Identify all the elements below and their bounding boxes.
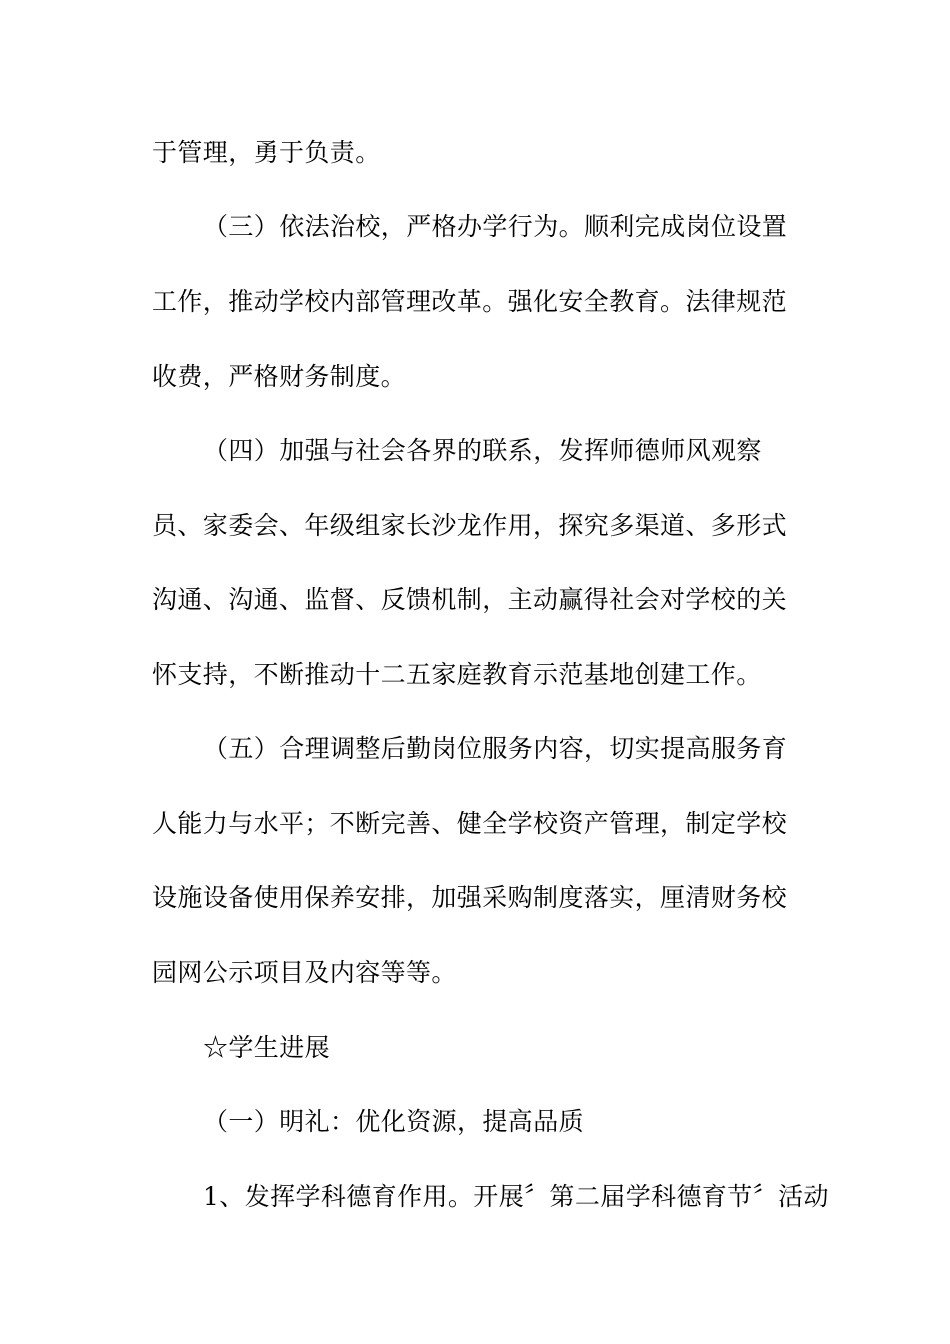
subsection-heading: （一）明礼：优化资源，提高品质	[203, 1107, 585, 1136]
text-line-12: 园网公示项目及内容等等。	[152, 958, 457, 987]
text-line-15: 1、发挥学科德育作用。开展〞第二届学科德育节〞活动	[203, 1182, 829, 1211]
text-line-11: 设施设备使用保养安排，加强采购制度落实，厘清财务校	[152, 883, 788, 912]
text-line-7: 沟通、沟通、监督、反馈机制，主动赢得社会对学校的关	[152, 585, 788, 614]
text-line-2: （三）依法治校，严格办学行为。顺利完成岗位设置	[203, 212, 788, 241]
text-line-3: 工作，推动学校内部管理改革。强化安全教育。法律规范	[152, 287, 788, 316]
text-line-6: 员、家委会、年级组家长沙龙作用，探究多渠道、多形式	[152, 511, 788, 540]
text-line-9: （五）合理调整后勤岗位服务内容，切实提高服务育	[203, 734, 788, 763]
text-line-1: 于管理，勇于负责。	[152, 138, 381, 167]
section-heading: ☆学生进展	[203, 1033, 331, 1062]
text-line-8: 怀支持，不断推动十二五家庭教育示范基地创建工作。	[152, 660, 762, 689]
text-line-5: （四）加强与社会各界的联系，发挥师德师风观察	[203, 436, 762, 465]
text-line-10: 人能力与水平；不断完善、健全学校资产管理，制定学校	[152, 809, 788, 838]
text-line-4: 收费，严格财务制度。	[152, 362, 407, 391]
